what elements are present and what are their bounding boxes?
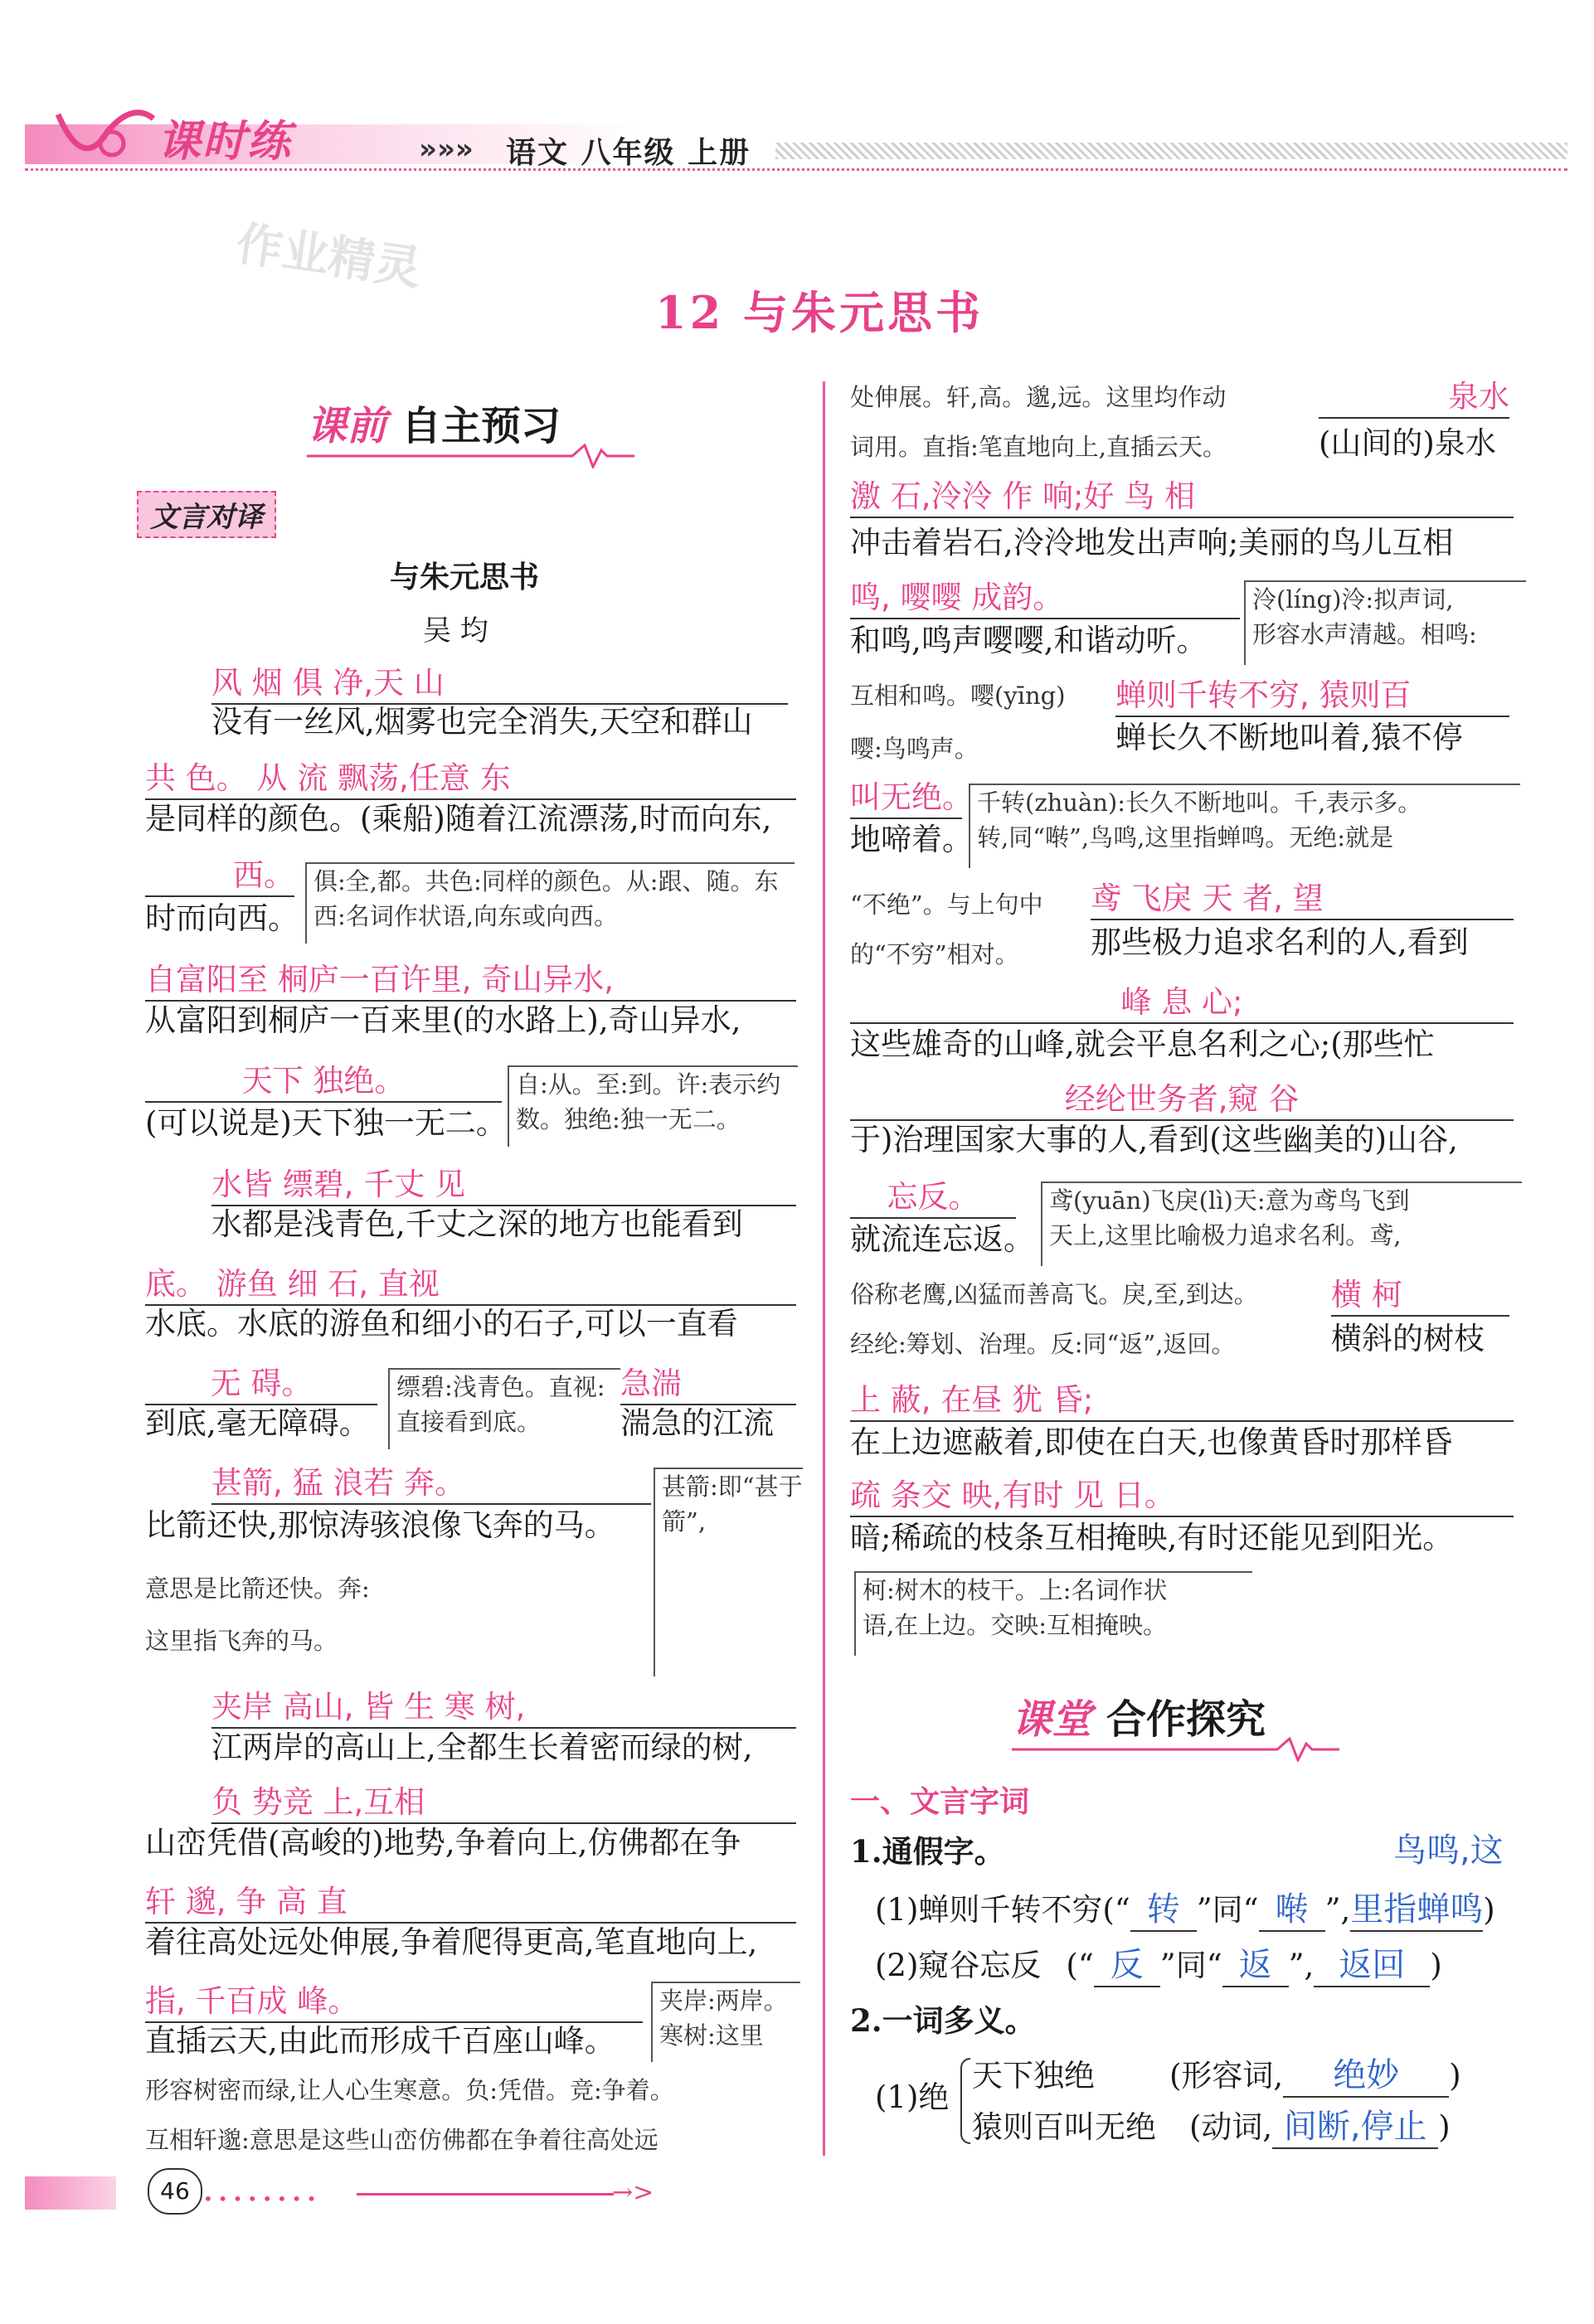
- translation-line: 是同样的颜色。(乘船)随着江流漂荡,时而向东,: [145, 801, 772, 837]
- annotated-line: 指, 千百成 峰。: [145, 1982, 643, 2023]
- annotated-line: 横 柯: [1331, 1275, 1509, 1317]
- translation-line: 到底,毫无障碍。: [145, 1405, 370, 1441]
- answer-blank[interactable]: 返: [1222, 1944, 1289, 1987]
- vocab-note-box: [854, 1571, 1252, 1656]
- translation-line: 时而向西。: [145, 900, 299, 936]
- header-hatch: [775, 143, 1567, 159]
- vocab-note: 互相轩邈:意思是这些山峦仿佛都在争着往高处远: [145, 2126, 658, 2154]
- annotated-line: 经纶世务者,窥 谷: [850, 1080, 1514, 1121]
- footer-arrow-head: →>: [612, 2178, 654, 2207]
- vocab-note: 这里指飞奔的马。: [145, 1627, 338, 1655]
- footer-dots: ••••••••: [203, 2189, 322, 2209]
- annotated-line: 水皆 缥碧, 千丈 见: [211, 1165, 796, 1206]
- annotated-line: 疏 条交 映,有时 见 日。: [850, 1476, 1514, 1517]
- translation-line: 暗;稀疏的枝条互相掩映,有时还能见到阳光。: [850, 1520, 1454, 1555]
- vocab-note: 千转(zhuàn):长久不断地叫。千,表示多。: [977, 788, 1422, 817]
- vocab-note: 经纶:筹划、治理。反:同“返”,返回。: [850, 1330, 1236, 1358]
- annotated-line: 轩 邈, 争 高 直: [145, 1882, 796, 1924]
- vocab-note: 的“不穷”相对。: [850, 940, 1019, 968]
- answer-blank[interactable]: 绝妙: [1283, 2055, 1449, 2098]
- annotated-line: 自富阳至 桐庐一百许里, 奇山异水,: [145, 960, 796, 1002]
- vocab-note-box: [1244, 580, 1526, 665]
- translation-line: 没有一丝风,烟雾也完全消失,天空和群山: [211, 704, 753, 740]
- translation-line: 着往高处远处伸展,争着爬得更高,笔直地向上,: [145, 1924, 758, 1960]
- annotated-line: 泉水: [1319, 377, 1509, 419]
- annotated-line: 蝉则千转不穷, 猿则百: [1115, 676, 1509, 717]
- translation-line: 从富阳到桐庐一百来里(的水路上),奇山异水,: [145, 1002, 741, 1038]
- lesson-title: 12 与朱元思书: [655, 286, 984, 339]
- translation-line: 山峦凭借(高峻的)地势,争着向上,仿佛都在争: [145, 1825, 741, 1861]
- vocab-note: 自:从。至:到。许:表示约数。独绝:独一无二。: [508, 1065, 798, 1147]
- vocab-note: 嘤:鸟鸣声。: [850, 735, 979, 763]
- answer-blank[interactable]: 反: [1094, 1944, 1160, 1987]
- heading-underline-icon: [1012, 1737, 1344, 1762]
- vocab-note-box: [654, 1468, 803, 1676]
- vocab-note: 俗称老鹰,凶猛而善高飞。戾,至,到达。: [850, 1280, 1258, 1308]
- annotated-line: 鸢 飞戾 天 者, 望: [1091, 879, 1514, 920]
- footer-band: [25, 2176, 116, 2210]
- vocab-note: 形容水声清越。相鸣:: [1252, 620, 1477, 648]
- vocab-note-box: [651, 1982, 800, 2062]
- classic-author: 吴 均: [423, 614, 488, 648]
- answer-blank[interactable]: 里指蝉鸣: [1350, 1889, 1483, 1932]
- annotated-line: 风 烟 俱 净,天 山: [211, 663, 788, 705]
- translation-line: 湍急的江流: [620, 1405, 774, 1441]
- translation-tag: 文言对译: [137, 491, 276, 538]
- translation-line: 直插云天,由此而形成千百座山峰。: [145, 2023, 615, 2059]
- vocab-note-box: [969, 784, 1520, 868]
- annotated-line: 鸣, 嘤嘤 成韵。: [850, 578, 1240, 619]
- vocab-note: 鸢(yuān)飞戾(lì)天:意为鸢鸟飞到: [1049, 1186, 1410, 1215]
- question-2-1-b: 猿则百叫无绝 (动词, 间断,停止 ): [972, 2106, 1451, 2149]
- annotated-line: 天下 独绝。: [145, 1061, 502, 1103]
- translation-line: 冲击着岩石,泠泠地发出声响;美丽的鸟儿互相: [850, 525, 1454, 560]
- section-class-heading: 课堂 合作探究: [1012, 1696, 1266, 1743]
- vocab-note: 泠(líng)泠:拟声词,: [1252, 585, 1454, 614]
- annotated-line: 峰 息 心;: [850, 982, 1514, 1024]
- translation-line: (可以说是)天下独一无二。: [145, 1105, 507, 1141]
- translation-line: (山间的)泉水: [1319, 425, 1496, 461]
- chevrons-icon: »»»: [419, 133, 474, 166]
- vocab-note: 柯:树木的枝干。上:名词作状: [863, 1576, 1168, 1604]
- header-divider: [25, 168, 1567, 171]
- question-2-1-label: (1)绝: [875, 2079, 950, 2115]
- annotated-line: 共 色。 从 流 飘荡,任意 东: [145, 759, 796, 800]
- heading-underline-icon: [307, 444, 639, 468]
- translation-line: 水底。水底的游鱼和细小的石子,可以一直看: [145, 1306, 738, 1342]
- annotated-line: 夹岸 高山, 皆 生 寒 树,: [211, 1687, 796, 1729]
- translation-line: 这些雄奇的山峰,就会平息名利之心;(那些忙: [850, 1026, 1435, 1062]
- vocab-note: 互相和鸣。嘤(yīng): [850, 682, 1066, 710]
- translation-line: 江两岸的高山上,全都生长着密而绿的树,: [211, 1730, 753, 1765]
- vocab-note: 俱:全,都。共色:同样的颜色。从:跟、随。东西:名词作状语,向东或向西。: [305, 862, 795, 944]
- section-preview-heading: 课前 自主预习: [307, 403, 561, 449]
- annotated-line: 甚箭, 猛 浪若 奔。: [211, 1463, 651, 1505]
- answer-extra-line-1: 鸟鸣,这: [1393, 1832, 1504, 1870]
- vocab-note: 甚箭:即“甚于箭”,: [662, 1473, 803, 1536]
- brace: [960, 2058, 970, 2144]
- annotated-line: 负 势竞 上,互相: [211, 1783, 796, 1824]
- translation-line: 地啼着。: [850, 822, 973, 857]
- vocab-note: “不绝”。与上句中: [850, 890, 1043, 919]
- annotated-line: 底。 游鱼 细 石, 直视: [145, 1264, 796, 1306]
- vocab-note: 寒树:这里: [659, 2021, 764, 2050]
- translation-line: 就流连忘返。: [850, 1221, 1034, 1257]
- watermark: 作业精灵: [232, 216, 425, 297]
- question-1-label: 1.通假字。: [850, 1833, 1005, 1870]
- vocab-note: 处伸展。轩,高。邈,远。这里均作动: [850, 383, 1227, 411]
- translation-line: 水都是浅青色,千丈之深的地方也能看到: [211, 1206, 743, 1242]
- vocab-note: 形容树密而绿,让人心生寒意。负:凭借。竞:争着。: [145, 2076, 674, 2104]
- answer-blank[interactable]: 转: [1130, 1889, 1197, 1932]
- vocab-note: 词用。直指:笔直地向上,直插云天。: [850, 433, 1227, 461]
- annotated-line: 急湍: [620, 1364, 796, 1405]
- translation-line: 于)治理国家大事的人,看到(这些幽美的)山谷,: [850, 1122, 1458, 1157]
- answer-blank[interactable]: 返回: [1314, 1944, 1430, 1987]
- series-logo: 课时练: [158, 117, 293, 167]
- vocab-note-box: [1041, 1181, 1522, 1266]
- question-1-2: (2)窥谷忘反 (“ 反 ”同“ 返 ”, 返回 ): [875, 1944, 1442, 1987]
- logo-swoosh-icon: [50, 98, 158, 172]
- vocab-note: 夹岸:两岸。: [659, 1987, 788, 2015]
- translation-line: 那些极力追求名利的人,看到: [1091, 924, 1469, 960]
- footer-arrow-icon: [357, 2193, 614, 2195]
- translation-line: 在上边遮蔽着,即使在白天,也像黄昏时那样昏: [850, 1424, 1453, 1460]
- question-1-1: (1)蝉则千转不穷(“ 转 ”同“ 啭 ”,里指蝉鸣): [875, 1889, 1495, 1932]
- subject-label: 语文 八年级 上册: [506, 136, 751, 170]
- annotated-line: 西。: [145, 856, 294, 897]
- vocab-note: 缥碧:浅青色。直视:直接看到底。: [388, 1368, 620, 1449]
- classic-title: 与朱元思书: [390, 560, 540, 594]
- translation-line: 比箭还快,那惊涛骇浪像飞奔的马。: [145, 1507, 615, 1543]
- annotated-line: 激 石,泠泠 作 响;好 鸟 相: [850, 477, 1514, 518]
- annotated-line: 叫无绝。: [850, 778, 962, 819]
- page-number: 46: [148, 2168, 202, 2215]
- annotated-line: 上 蔽, 在昼 犹 昏;: [850, 1380, 1514, 1422]
- column-divider: [823, 381, 825, 2156]
- annotated-line: 忘反。: [850, 1177, 1016, 1219]
- answer-blank[interactable]: 间断,停止: [1272, 2106, 1438, 2149]
- answer-blank[interactable]: 啭: [1259, 1889, 1325, 1932]
- part-title: 一、文言字词: [850, 1785, 1030, 1819]
- vocab-note: 转,同“啭”,鸟鸣,这里指蝉鸣。无绝:就是: [977, 823, 1394, 851]
- annotated-line: 无 碍。: [145, 1364, 377, 1405]
- translation-line: 横斜的树枝: [1331, 1321, 1485, 1356]
- translation-line: 和鸣,鸣声嘤嘤,和谐动听。: [850, 623, 1208, 658]
- question-2-1-a: 天下独绝 (形容词, 绝妙 ): [972, 2055, 1461, 2098]
- vocab-note: 天上,这里比喻极力追求名利。鸢,: [1049, 1221, 1402, 1249]
- vocab-note: 语,在上边。交映:互相掩映。: [863, 1611, 1167, 1639]
- question-2-label: 2.一词多义。: [850, 2002, 1036, 2039]
- vocab-note: 意思是比箭还快。奔:: [145, 1574, 370, 1603]
- translation-line: 蝉长久不断地叫着,猿不停: [1115, 720, 1463, 755]
